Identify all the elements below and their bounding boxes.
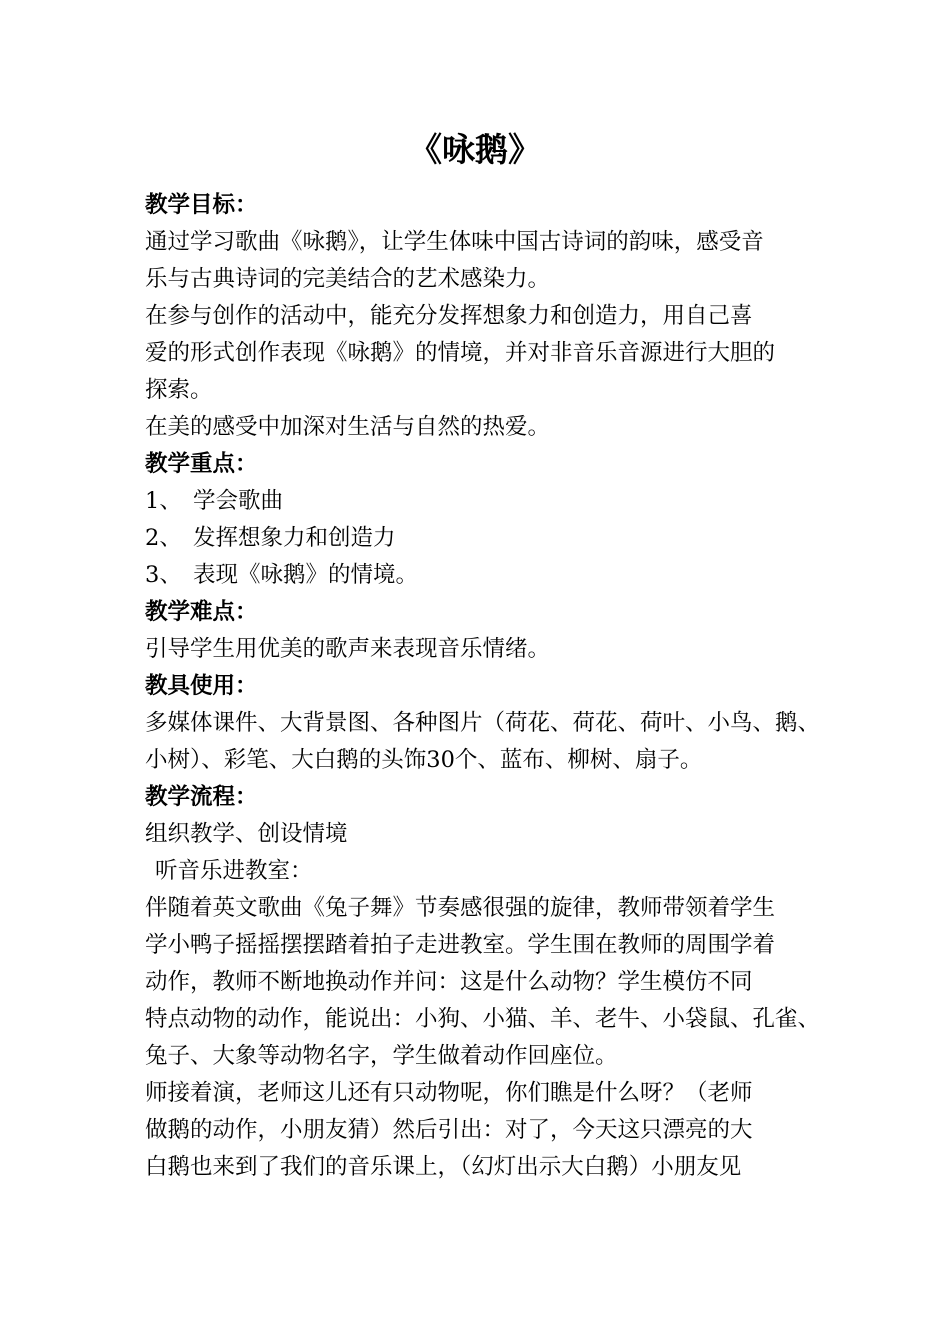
list-item-number: 1、 xyxy=(145,488,182,514)
paragraph-line: 乐与古典诗词的完美结合的艺术感染力。 xyxy=(145,266,551,292)
paragraph-line: 探索。 xyxy=(145,377,213,403)
paragraph-line: 多媒体课件、大背景图、各种图片（荷花、荷花、荷叶、小鸟、鹅、 xyxy=(145,710,821,736)
paragraph-line: 爱的形式创作表现《咏鹅》的情境，并对非音乐音源进行大胆的 xyxy=(145,340,776,366)
paragraph-line: 学小鸭子摇摇摆摆踏着拍子走进教室。学生围在教师的周围学着 xyxy=(145,932,776,958)
paragraph-line: 特点动物的动作，能说出：小狗、小猫、羊、老牛、小袋鼠、孔雀、 xyxy=(145,1006,821,1032)
paragraph-line: 师接着演，老师这儿还有只动物呢，你们瞧是什么呀？（老师 xyxy=(145,1080,753,1106)
section-heading-key-points: 教学重点： xyxy=(145,451,258,477)
paragraph-line: 在美的感受中加深对生活与自然的热爱。 xyxy=(145,414,551,440)
list-item xyxy=(145,483,815,520)
paragraph-line: 白鹅也来到了我们的音乐课上，（幻灯出示大白鹅）小朋友见 xyxy=(145,1154,742,1180)
document-body xyxy=(145,187,821,1186)
paragraph-line: 动作，教师不断地换动作并问：这是什么动物？学生模仿不同 xyxy=(145,969,753,995)
paragraph-line: 引导学生用优美的歌声来表现音乐情绪。 xyxy=(145,636,551,662)
list-item-number: 3、 xyxy=(145,562,182,588)
section-heading-materials: 教具使用： xyxy=(145,673,258,699)
section-heading-process: 教学流程： xyxy=(145,784,258,810)
paragraph-line: 兔子、大象等动物名字，学生做着动作回座位。 xyxy=(145,1043,618,1069)
paragraph-line: 通过学习歌曲《咏鹅》，让学生体味中国古诗词的韵味，感受音 xyxy=(145,229,764,255)
paragraph-line: 伴随着英文歌曲《兔子舞》节奏感很强的旋律，教师带领着学生 xyxy=(145,895,776,921)
paragraph-line: 组织教学、创设情境 xyxy=(145,821,348,847)
list-item-text: 发挥想象力和创造力 xyxy=(193,525,396,551)
paragraph-line: 做鹅的动作，小朋友猜）然后引出：对了，今天这只漂亮的大 xyxy=(145,1117,753,1143)
list-item xyxy=(145,520,815,557)
section-heading-difficulties: 教学难点： xyxy=(145,599,258,625)
paragraph-line: 听音乐进教室： xyxy=(155,858,313,884)
list-item xyxy=(145,557,815,594)
page-title: 《咏鹅》 xyxy=(409,130,541,169)
section-heading-objectives: 教学目标： xyxy=(145,192,258,218)
paragraph-line: 在参与创作的活动中，能充分发挥想象力和创造力，用自己喜 xyxy=(145,303,753,329)
list-item-text: 表现《咏鹅》的情境。 xyxy=(193,562,419,588)
list-item-text: 学会歌曲 xyxy=(193,488,284,514)
list-item-number: 2、 xyxy=(145,525,182,551)
paragraph-line: 小树）、彩笔、大白鹅的头饰30个、蓝布、柳树、扇子。 xyxy=(145,747,703,773)
